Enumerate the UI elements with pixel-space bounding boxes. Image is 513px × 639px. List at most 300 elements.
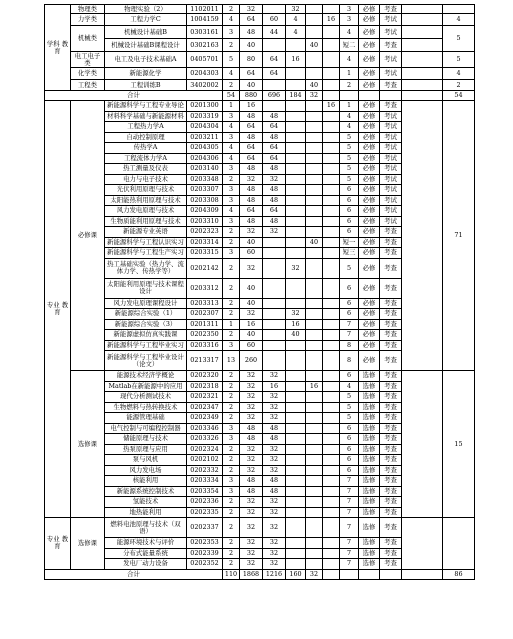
course-credits: 4 bbox=[223, 153, 240, 164]
course-sem: 6 bbox=[340, 465, 359, 476]
course-exp bbox=[286, 465, 306, 476]
course-code: 0202318 bbox=[187, 381, 223, 392]
course-type: 选修 bbox=[359, 548, 380, 559]
course-type: 必修 bbox=[359, 39, 380, 52]
course-exam: 考查 bbox=[380, 309, 402, 320]
course-exam: 考查 bbox=[380, 39, 402, 52]
course-hours: 32 bbox=[240, 507, 263, 518]
course-comp bbox=[306, 423, 323, 434]
course-extra bbox=[323, 164, 340, 175]
total-lec: 1216 bbox=[263, 569, 286, 579]
credit-total bbox=[443, 5, 475, 14]
course-code: 0203326 bbox=[187, 434, 223, 445]
category: 化学类 bbox=[71, 68, 105, 80]
course-extra bbox=[323, 434, 340, 445]
course-hours: 60 bbox=[240, 340, 263, 351]
course-credits: 3 bbox=[223, 434, 240, 445]
course-name: 分布式能量系统 bbox=[105, 548, 187, 559]
table-row bbox=[45, 371, 475, 382]
credit-total: 4 bbox=[443, 14, 475, 26]
course-type: 选修 bbox=[359, 434, 380, 445]
course-code: 0204306 bbox=[187, 153, 223, 164]
course-name: 新能源系统控制技术 bbox=[105, 486, 187, 497]
course-code: 0201311 bbox=[187, 319, 223, 330]
course-code: 0202336 bbox=[187, 497, 223, 508]
course-credits: 2 bbox=[223, 298, 240, 309]
course-sem: 2 bbox=[340, 80, 359, 91]
course-extra bbox=[323, 423, 340, 434]
table-row bbox=[45, 101, 475, 112]
course-credits: 13 bbox=[223, 351, 240, 371]
col-c1 bbox=[402, 39, 443, 52]
course-lec: 32 bbox=[263, 413, 286, 424]
course-name: 机械设计基础B课程设计 bbox=[105, 39, 187, 52]
course-hours: 32 bbox=[240, 518, 263, 538]
course-extra bbox=[323, 227, 340, 238]
course-comp bbox=[306, 497, 323, 508]
course-lec bbox=[263, 330, 286, 341]
course-sem: 4 bbox=[340, 381, 359, 392]
course-type: 选修 bbox=[359, 476, 380, 487]
course-type: 必修 bbox=[359, 122, 380, 133]
course-hours: 40 bbox=[240, 80, 263, 91]
course-lec bbox=[263, 309, 286, 320]
course-exp bbox=[286, 298, 306, 309]
course-lec bbox=[263, 5, 286, 14]
course-exam: 考查 bbox=[380, 497, 402, 508]
col-c1 bbox=[402, 52, 443, 68]
course-exam: 考查 bbox=[380, 423, 402, 434]
course-exam: 考试 bbox=[380, 153, 402, 164]
course-exam: 考试 bbox=[380, 52, 402, 68]
course-comp bbox=[306, 455, 323, 466]
course-type: 必修 bbox=[359, 101, 380, 112]
course-name: 储能原理与技术 bbox=[105, 434, 187, 445]
course-extra bbox=[323, 80, 340, 91]
course-comp bbox=[306, 538, 323, 549]
course-code: 0202347 bbox=[187, 402, 223, 413]
course-hours: 48 bbox=[240, 164, 263, 175]
course-hours: 32 bbox=[240, 174, 263, 185]
course-type: 必修 bbox=[359, 227, 380, 238]
course-extra bbox=[323, 237, 340, 248]
course-exam: 考查 bbox=[380, 80, 402, 91]
course-credits: 3 bbox=[223, 476, 240, 487]
course-type: 必修 bbox=[359, 164, 380, 175]
course-type: 必修 bbox=[359, 237, 380, 248]
credit-total: 5 bbox=[443, 52, 475, 68]
course-extra bbox=[323, 195, 340, 206]
course-hours: 32 bbox=[240, 392, 263, 403]
course-sem: 6 bbox=[340, 309, 359, 320]
course-credits: 4 bbox=[223, 122, 240, 133]
course-hours: 32 bbox=[240, 227, 263, 238]
course-hours: 48 bbox=[240, 423, 263, 434]
course-lec bbox=[263, 101, 286, 112]
course-name: 能源管理基础 bbox=[105, 413, 187, 424]
course-type: 必修 bbox=[359, 153, 380, 164]
course-exam: 考试 bbox=[380, 122, 402, 133]
course-exam: 考试 bbox=[380, 206, 402, 217]
course-hours: 48 bbox=[240, 26, 263, 39]
course-extra bbox=[323, 465, 340, 476]
course-exam: 考查 bbox=[380, 548, 402, 559]
course-name: 传热学A bbox=[105, 143, 187, 154]
course-exp bbox=[286, 216, 306, 227]
course-lec bbox=[263, 278, 286, 298]
course-code: 0202142 bbox=[187, 258, 223, 278]
course-lec: 32 bbox=[263, 497, 286, 508]
course-credits: 4 bbox=[223, 14, 240, 26]
course-credits: 3 bbox=[223, 423, 240, 434]
course-credits: 2 bbox=[223, 455, 240, 466]
course-sem: 3 bbox=[340, 14, 359, 26]
course-comp bbox=[306, 309, 323, 320]
course-hours: 40 bbox=[240, 278, 263, 298]
course-sem: 6 bbox=[340, 434, 359, 445]
course-exp bbox=[286, 507, 306, 518]
course-sem: 7 bbox=[340, 330, 359, 341]
course-name: 生物质能利用原理与技术 bbox=[105, 216, 187, 227]
course-credits: 3 bbox=[223, 340, 240, 351]
course-credits: 2 bbox=[223, 548, 240, 559]
course-type: 选修 bbox=[359, 559, 380, 570]
course-code: 0203354 bbox=[187, 486, 223, 497]
course-comp: 40 bbox=[306, 80, 323, 91]
course-credits: 3 bbox=[223, 26, 240, 39]
course-credits: 2 bbox=[223, 227, 240, 238]
required-label: 必修课 bbox=[71, 101, 105, 371]
course-code: 0203211 bbox=[187, 132, 223, 143]
course-sem: 6 bbox=[340, 298, 359, 309]
course-type: 必修 bbox=[359, 206, 380, 217]
course-lec: 48 bbox=[263, 195, 286, 206]
course-extra bbox=[323, 455, 340, 466]
course-sem: 7 bbox=[340, 507, 359, 518]
course-sem: 7 bbox=[340, 538, 359, 549]
course-sem: 7 bbox=[340, 559, 359, 570]
course-exp: 32 bbox=[286, 258, 306, 278]
course-code: 0202102 bbox=[187, 455, 223, 466]
course-name: 核能利用 bbox=[105, 476, 187, 487]
course-sem: 4 bbox=[340, 26, 359, 39]
course-lec: 48 bbox=[263, 185, 286, 196]
course-credits: 3 bbox=[223, 248, 240, 259]
course-lec: 32 bbox=[263, 227, 286, 238]
course-exp bbox=[286, 381, 306, 392]
course-code: 0203307 bbox=[187, 185, 223, 196]
course-name: 工程热力学A bbox=[105, 122, 187, 133]
course-name: 热泵原理与应用 bbox=[105, 444, 187, 455]
table-row bbox=[45, 26, 475, 39]
course-exp bbox=[286, 132, 306, 143]
course-exam: 考查 bbox=[380, 5, 402, 14]
course-credits: 2 bbox=[223, 497, 240, 508]
course-extra bbox=[323, 413, 340, 424]
course-exp bbox=[286, 153, 306, 164]
course-type: 必修 bbox=[359, 309, 380, 320]
course-extra bbox=[323, 309, 340, 320]
course-sem: 8 bbox=[340, 351, 359, 371]
course-name: 新能源虚拟仿真实践课 bbox=[105, 330, 187, 341]
course-exp bbox=[286, 538, 306, 549]
course-exam: 考查 bbox=[380, 340, 402, 351]
course-lec: 32 bbox=[263, 402, 286, 413]
course-name: 地热能利用 bbox=[105, 507, 187, 518]
course-hours: 260 bbox=[240, 351, 263, 371]
block-label: 学科 教育 bbox=[45, 5, 71, 91]
course-code: 0203140 bbox=[187, 164, 223, 175]
course-extra bbox=[323, 518, 340, 538]
course-comp bbox=[306, 548, 323, 559]
course-exp: 16 bbox=[286, 319, 306, 330]
course-sem: 短三 bbox=[340, 248, 359, 259]
course-comp bbox=[306, 248, 323, 259]
course-extra bbox=[323, 143, 340, 154]
course-code: 0204304 bbox=[187, 122, 223, 133]
course-comp bbox=[306, 26, 323, 39]
elective-credit: 15 bbox=[443, 371, 475, 518]
course-name: 风力发电原理课程设计 bbox=[105, 298, 187, 309]
course-exam: 考试 bbox=[380, 195, 402, 206]
course-comp bbox=[306, 101, 323, 112]
course-name: 电力与电子技术 bbox=[105, 174, 187, 185]
total-hours: 1868 bbox=[240, 569, 263, 579]
course-comp: 40 bbox=[306, 237, 323, 248]
course-extra bbox=[323, 68, 340, 80]
curriculum-table bbox=[44, 4, 475, 580]
col-c1 bbox=[402, 80, 443, 91]
course-name: 新能源科学与工程认识实习 bbox=[105, 237, 187, 248]
col-c1 bbox=[402, 5, 443, 14]
course-type: 选修 bbox=[359, 455, 380, 466]
course-code: 0203346 bbox=[187, 423, 223, 434]
course-exam: 考查 bbox=[380, 434, 402, 445]
course-credits: 3 bbox=[223, 132, 240, 143]
course-hours: 64 bbox=[240, 14, 263, 26]
course-lec: 32 bbox=[263, 371, 286, 382]
course-type: 选修 bbox=[359, 444, 380, 455]
course-code: 0202353 bbox=[187, 538, 223, 549]
course-hours: 32 bbox=[240, 402, 263, 413]
course-name: 机械设计基础B bbox=[105, 26, 187, 39]
course-credits: 3 bbox=[223, 486, 240, 497]
course-name: 工程力学C bbox=[105, 14, 187, 26]
course-lec: 48 bbox=[263, 486, 286, 497]
course-lec: 32 bbox=[263, 174, 286, 185]
course-hours: 48 bbox=[240, 476, 263, 487]
course-exp bbox=[286, 351, 306, 371]
cell bbox=[340, 91, 359, 101]
course-lec: 44 bbox=[263, 26, 286, 39]
course-code: 0203316 bbox=[187, 340, 223, 351]
course-credits: 1 bbox=[223, 319, 240, 330]
course-exam: 考查 bbox=[380, 237, 402, 248]
course-comp bbox=[306, 5, 323, 14]
course-code: 0203313 bbox=[187, 298, 223, 309]
course-comp bbox=[306, 413, 323, 424]
course-comp bbox=[306, 507, 323, 518]
course-name: 太阳能热利用原理与技术 bbox=[105, 195, 187, 206]
course-exam: 考试 bbox=[380, 68, 402, 80]
course-lec: 32 bbox=[263, 518, 286, 538]
course-lec: 64 bbox=[263, 68, 286, 80]
course-hours: 40 bbox=[240, 298, 263, 309]
course-credits: 2 bbox=[223, 538, 240, 549]
course-hours: 64 bbox=[240, 153, 263, 164]
course-exam: 考查 bbox=[380, 538, 402, 549]
course-extra bbox=[323, 538, 340, 549]
course-exp bbox=[286, 111, 306, 122]
course-type: 必修 bbox=[359, 195, 380, 206]
course-hours: 48 bbox=[240, 195, 263, 206]
elective-label: 选修课 bbox=[71, 518, 105, 570]
course-exp: 32 bbox=[286, 5, 306, 14]
course-code: 1102011 bbox=[187, 5, 223, 14]
subtotal-label: 合计 bbox=[45, 91, 223, 101]
course-name: 电工及电子技术基础A bbox=[105, 52, 187, 68]
course-hours: 16 bbox=[240, 101, 263, 112]
course-comp bbox=[306, 185, 323, 196]
course-exp bbox=[286, 548, 306, 559]
course-sem: 5 bbox=[340, 413, 359, 424]
subtotal-lec: 696 bbox=[263, 91, 286, 101]
course-exam: 考查 bbox=[380, 278, 402, 298]
col-c1 bbox=[402, 14, 443, 26]
course-hours: 48 bbox=[240, 185, 263, 196]
course-name: 新能源科学与工程毕业实习 bbox=[105, 340, 187, 351]
course-type: 必修 bbox=[359, 52, 380, 68]
course-exam: 考试 bbox=[380, 26, 402, 39]
course-exp bbox=[286, 423, 306, 434]
course-sem: 6 bbox=[340, 423, 359, 434]
course-code: 0202332 bbox=[187, 465, 223, 476]
course-extra bbox=[323, 258, 340, 278]
subtotal-credits: 54 bbox=[223, 91, 240, 101]
course-comp bbox=[306, 195, 323, 206]
course-comp bbox=[306, 371, 323, 382]
course-sem: 7 bbox=[340, 548, 359, 559]
course-extra bbox=[323, 444, 340, 455]
course-code: 0202324 bbox=[187, 444, 223, 455]
course-sem: 7 bbox=[340, 497, 359, 508]
required-credit: 71 bbox=[443, 101, 475, 371]
course-sem: 5 bbox=[340, 392, 359, 403]
course-exam: 考查 bbox=[380, 402, 402, 413]
course-type: 必修 bbox=[359, 340, 380, 351]
course-comp bbox=[306, 174, 323, 185]
course-credits: 2 bbox=[223, 507, 240, 518]
course-comp bbox=[306, 132, 323, 143]
course-name: 物理实验（2） bbox=[105, 5, 187, 14]
course-name: 热工基础实验（热力学、流体力学、传热学等） bbox=[105, 258, 187, 278]
cell bbox=[402, 371, 443, 518]
course-credits: 2 bbox=[223, 371, 240, 382]
course-extra bbox=[323, 298, 340, 309]
course-credits: 4 bbox=[223, 68, 240, 80]
course-hours: 48 bbox=[240, 486, 263, 497]
course-exam: 考查 bbox=[380, 101, 402, 112]
course-exam: 考试 bbox=[380, 143, 402, 154]
course-name: 热工测量及仪表 bbox=[105, 164, 187, 175]
course-credits: 2 bbox=[223, 237, 240, 248]
course-lec: 48 bbox=[263, 111, 286, 122]
course-exp bbox=[286, 413, 306, 424]
course-hours: 32 bbox=[240, 465, 263, 476]
course-lec: 64 bbox=[263, 122, 286, 133]
course-credits: 2 bbox=[223, 518, 240, 538]
course-code: 0202307 bbox=[187, 309, 223, 320]
course-extra bbox=[323, 5, 340, 14]
course-comp bbox=[306, 278, 323, 298]
course-exp bbox=[286, 143, 306, 154]
course-sem: 6 bbox=[340, 444, 359, 455]
course-hours: 32 bbox=[240, 559, 263, 570]
course-sem: 5 bbox=[340, 402, 359, 413]
course-name: 工程流体力学A bbox=[105, 153, 187, 164]
course-exam: 考查 bbox=[380, 381, 402, 392]
course-extra bbox=[323, 39, 340, 52]
course-hours: 16 bbox=[240, 319, 263, 330]
course-extra: 16 bbox=[323, 14, 340, 26]
course-code: 0202335 bbox=[187, 507, 223, 518]
course-comp bbox=[306, 143, 323, 154]
course-extra bbox=[323, 330, 340, 341]
course-sem: 短一 bbox=[340, 237, 359, 248]
course-credits: 1 bbox=[223, 101, 240, 112]
course-code: 0202352 bbox=[187, 559, 223, 570]
course-extra bbox=[323, 206, 340, 217]
course-exam: 考试 bbox=[380, 174, 402, 185]
course-credits: 2 bbox=[223, 39, 240, 52]
course-credits: 2 bbox=[223, 559, 240, 570]
course-type: 必修 bbox=[359, 26, 380, 39]
course-code: 0302163 bbox=[187, 39, 223, 52]
course-exam: 考查 bbox=[380, 518, 402, 538]
course-type: 选修 bbox=[359, 465, 380, 476]
course-hours: 32 bbox=[240, 381, 263, 392]
category: 工程类 bbox=[71, 80, 105, 91]
course-exp bbox=[286, 80, 306, 91]
course-extra bbox=[323, 392, 340, 403]
course-credits: 4 bbox=[223, 206, 240, 217]
course-hours: 32 bbox=[240, 413, 263, 424]
course-credits: 3 bbox=[223, 164, 240, 175]
course-lec: 48 bbox=[263, 434, 286, 445]
course-hours: 32 bbox=[240, 5, 263, 14]
course-exp: 4 bbox=[286, 14, 306, 26]
course-extra bbox=[323, 548, 340, 559]
course-extra bbox=[323, 122, 340, 133]
total-label: 合计 bbox=[45, 569, 223, 579]
course-exam: 考查 bbox=[380, 371, 402, 382]
course-extra bbox=[323, 476, 340, 487]
course-credits: 2 bbox=[223, 381, 240, 392]
course-comp bbox=[306, 227, 323, 238]
course-sem: 6 bbox=[340, 455, 359, 466]
course-comp bbox=[306, 164, 323, 175]
course-comp bbox=[306, 518, 323, 538]
cell bbox=[402, 518, 443, 570]
course-exp bbox=[286, 340, 306, 351]
course-hours: 48 bbox=[240, 132, 263, 143]
course-hours: 40 bbox=[240, 237, 263, 248]
course-lec: 32 bbox=[263, 392, 286, 403]
course-type: 必修 bbox=[359, 258, 380, 278]
course-sem: 6 bbox=[340, 195, 359, 206]
course-hours: 64 bbox=[240, 206, 263, 217]
course-name: Matlab在新能源中的应用 bbox=[105, 381, 187, 392]
